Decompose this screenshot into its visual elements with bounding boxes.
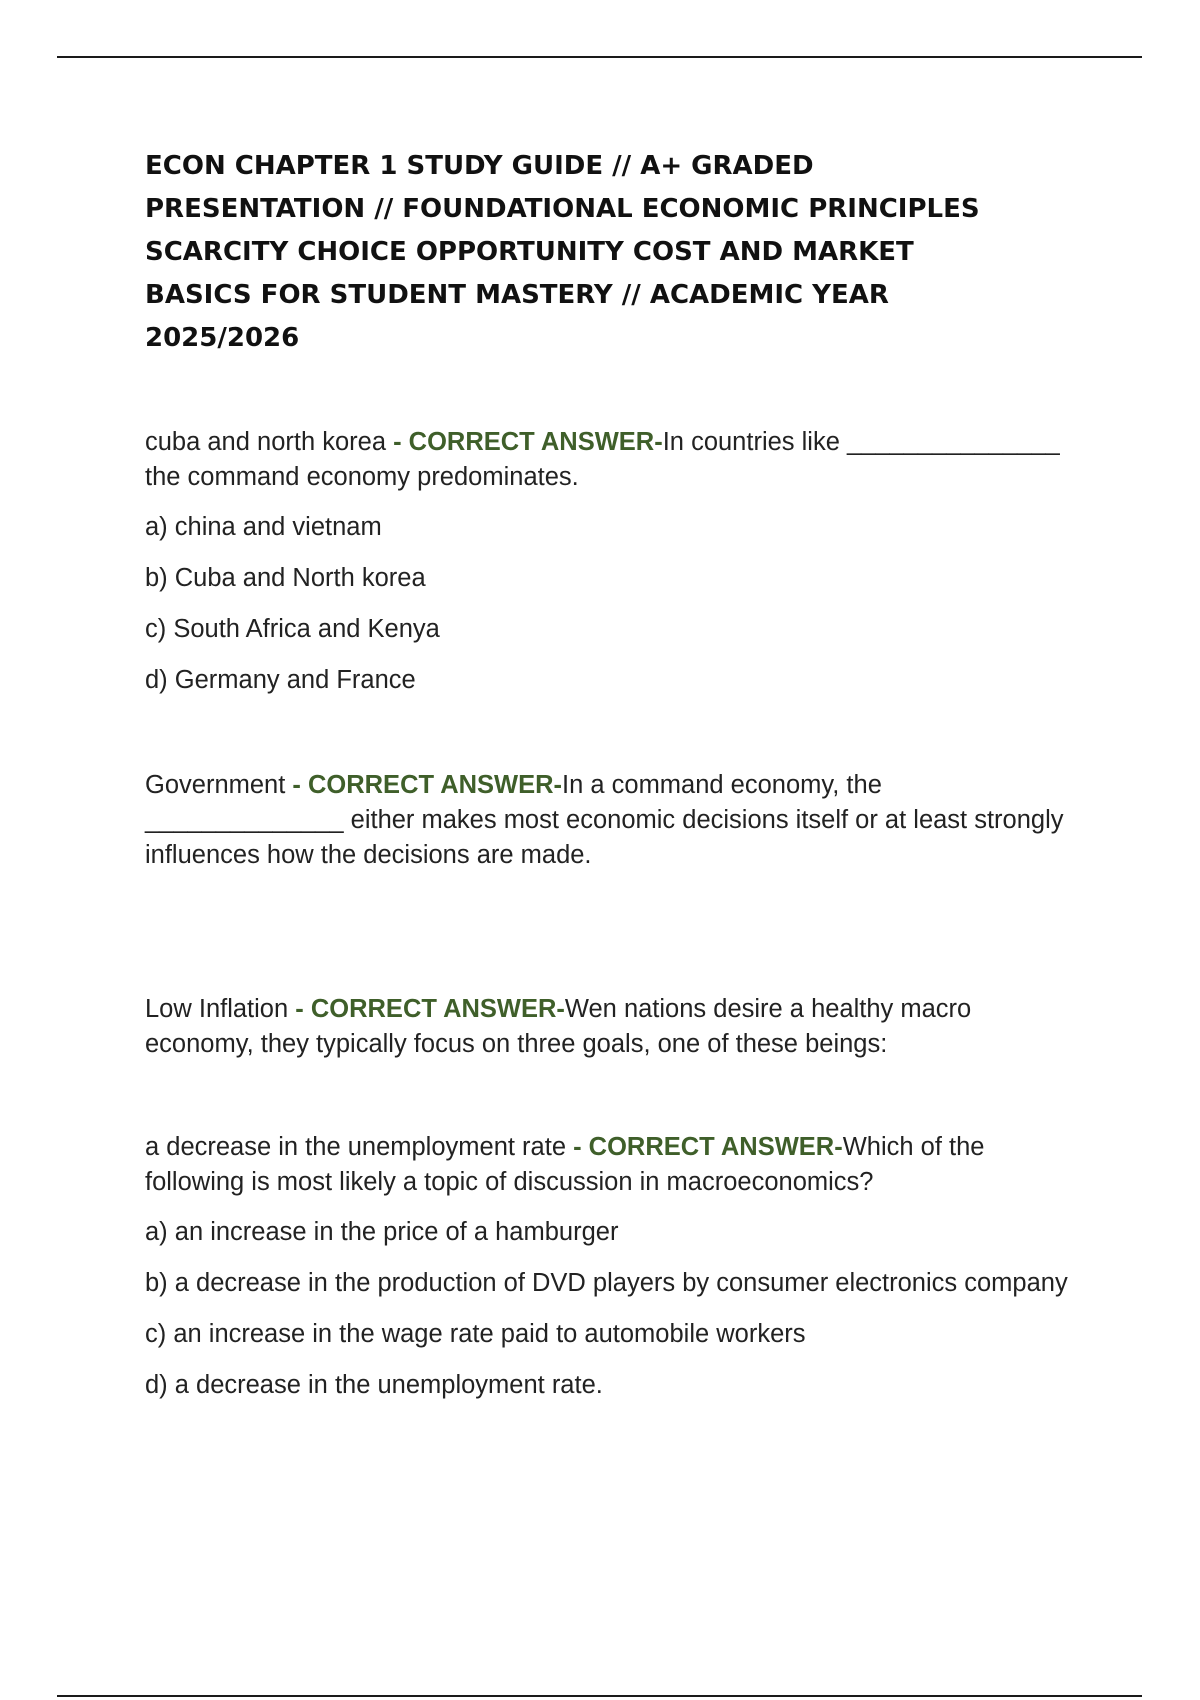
option-a: a) china and vietnam <box>145 513 382 541</box>
correct-answer-marker: - CORRECT ANSWER- <box>386 428 663 456</box>
question-stem <box>145 992 1085 1062</box>
option-a: a) an increase in the price of a hamburger <box>145 1218 619 1246</box>
option-c: c) an increase in the wage rate paid to automobile workers <box>145 1320 806 1348</box>
question-stem <box>145 768 1085 873</box>
option-d: d) a decrease in the unemployment rate. <box>145 1371 603 1399</box>
correct-answer-marker: - CORRECT ANSWER- <box>288 995 565 1023</box>
question-stem <box>145 425 1085 495</box>
question-stem <box>145 1130 1085 1200</box>
question-text: Which of the following is most likely a topic of discussion in macroeconomics? <box>145 1133 985 1196</box>
option-b: b) Cuba and North korea <box>145 564 426 592</box>
option-d: d) Germany and France <box>145 666 416 694</box>
qa-item-1 <box>145 425 1085 714</box>
document-title: ECON CHAPTER 1 STUDY GUIDE // A+ GRADED PRESENTATION // FOUNDATIONAL ECONOMIC PRINCIPLES SCARCITY CHOICE OPPORTUNITY COST AND MARKET BASICS FOR STUDENT MASTERY // ACADEMIC YEAR 2025/2026 <box>145 151 980 353</box>
option-c: c) South Africa and Kenya <box>145 615 440 643</box>
correct-answer-marker: - CORRECT ANSWER- <box>285 771 563 799</box>
answer-text: Low Inflation <box>145 995 289 1023</box>
question-text: In countries like _______________ the command economy predominates. <box>145 428 1060 491</box>
question-text: In a command economy, the ______________ either makes most economic decisions itself or at least strongly influences how the decisions are made. <box>145 771 1064 869</box>
answer-text: a decrease in the unemployment rate <box>145 1133 566 1161</box>
option-b: b) a decrease in the production of DVD players by consumer electronics company <box>145 1269 1068 1297</box>
top-rule <box>57 56 1142 58</box>
correct-answer-marker: - CORRECT ANSWER- <box>566 1133 843 1161</box>
qa-item-3 <box>145 992 1085 1077</box>
qa-item-4 <box>145 1130 1085 1419</box>
answer-text: cuba and north korea <box>145 428 387 456</box>
bottom-rule <box>57 1695 1142 1697</box>
qa-item-2 <box>145 768 1085 888</box>
question-text: Wen nations desire a healthy macro economy, they typically focus on three goals, one of these beings: <box>145 995 972 1058</box>
answer-text: Government <box>145 771 286 799</box>
